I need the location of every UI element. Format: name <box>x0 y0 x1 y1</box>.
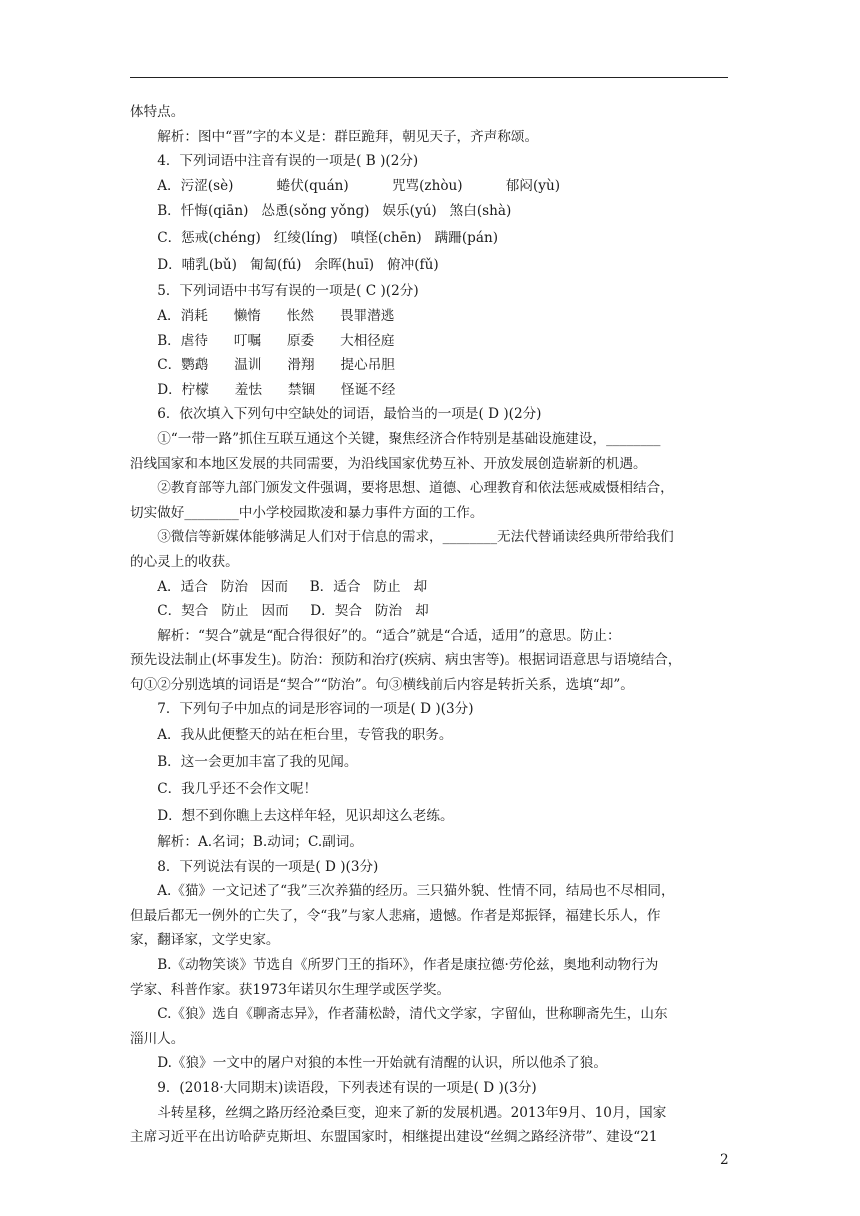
text-line: D．想不到你瞧上去这样年轻，见识却这么老练。 <box>157 808 454 825</box>
text-line: 沿线国家和本地区发展的共同需要，为沿线国家优势互补、开放发展创造崭新的机遇。 <box>130 455 647 472</box>
text-line: A．消耗 懒惰 怅然 畏罪潜逃 <box>157 307 395 324</box>
text-line: B．这一会更加丰富了我的见闻。 <box>157 754 358 771</box>
text-line: B．忏悔(qiān) 怂恿(sǒng yǒng) 娱乐(yú) 煞白(shà) <box>157 203 512 220</box>
text-line: 主席习近平在出访哈萨克斯坦、东盟国家时，相继提出建设“丝绸之路经济带”、建设“21 <box>130 1129 658 1146</box>
text-line: 6．依次填入下列句中空缺处的词语，最恰当的一项是( D )(2分) <box>157 406 542 423</box>
text-line: 4．下列词语中注音有误的一项是( B )(2分) <box>157 153 419 170</box>
text-line: A.《猫》一文记述了“我”三次养猫的经历。三只猫外貌、性情不同，结局也不尽相同， <box>157 883 675 900</box>
text-line: 家，翻译家，文学史家。 <box>130 932 280 949</box>
text-line: 学家、科普作家。获1973年诺贝尔生理学或医学奖。 <box>130 981 451 998</box>
text-line: 8．下列说法有误的一项是( D )(3分) <box>157 858 379 875</box>
text-line: 解析：图中“晋”字的本义是：群臣跪拜，朝见天子，齐声称颂。 <box>157 128 539 145</box>
text-line: D.《狼》一文中的屠户对狼的本性一开始就有清醒的认识，所以他杀了狼。 <box>157 1055 607 1072</box>
text-line: ②教育部等九部门颁发文件强调，要将思想、道德、心理教育和依法惩戒威慑相结合， <box>157 480 674 497</box>
text-line: C．惩戒(chéng) 红绫(líng) 嗔怪(chēn) 蹒跚(pán) <box>157 230 498 247</box>
text-line: C．我几乎还不会作文呢！ <box>157 781 318 798</box>
text-line: 9．(2018·大同期末)读语段，下列表述有误的一项是( D )(3分) <box>157 1080 537 1096</box>
text-line: 体特点。 <box>130 104 185 120</box>
text-line: C.《狼》选自《聊斋志异》，作者蒲松龄，清代文学家，字留仙，世称聊斋先生，山东 <box>157 1006 668 1023</box>
text-line: C．鹦鹉 温训 滑翔 提心吊胆 <box>157 357 395 374</box>
text-line: 5．下列词语中书写有误的一项是( C )(2分) <box>157 283 419 300</box>
text-line: A．适合 防治 因而 B．适合 防止 却 <box>157 578 428 595</box>
text-line: 淄川人。 <box>130 1030 185 1047</box>
text-line: A．污涩(sè) 蜷伏(quán) 咒骂(zhòu) 郁闷(yù) <box>157 177 561 194</box>
text-line: 预先设法制止(坏事发生)。防治：预防和治疗(疾病、病虫害等)。根据词语意思与语境结合， <box>130 652 682 669</box>
text-line: 解析：A.名词；B.动词；C.副词。 <box>157 834 363 851</box>
text-line: 句①②分别选填的词语是“契合”“防治”。句③横线前后内容是转折关系，选填“却”。 <box>130 676 634 693</box>
text-line: 切实做好________中小学校园欺凌和暴力事件方面的工作。 <box>130 504 484 521</box>
text-line: B.《动物笑谈》节选自《所罗门王的指环》，作者是康拉德·劳伦兹，奥地利动物行为 <box>157 957 659 974</box>
document-body <box>130 100 730 1150</box>
text-line: ①“一带一路”抓住互联互通这个关键，聚焦经济合作特别是基础设施建设，________ <box>157 430 661 447</box>
text-line: 的心灵上的收获。 <box>130 553 239 570</box>
text-line: D．哺乳(bǔ) 匍匐(fú) 余晖(huī) 俯冲(fǔ) <box>157 257 439 274</box>
header-rule <box>130 77 728 78</box>
text-line: 解析：“契合”就是“配合得很好”的。“适合”就是“合适，适用”的意思。防止： <box>157 627 621 644</box>
page-number: 2 <box>720 1152 729 1168</box>
text-line: 7．下列句子中加点的词是形容词的一项是( D )(3分) <box>157 701 474 718</box>
text-line: A．我从此便整天的站在柜台里，专管我的职务。 <box>157 727 453 744</box>
text-line: 但最后都无一例外的亡失了，令“我”与家人悲痛，遗憾。作者是郑振铎，福建长乐人，作 <box>130 907 661 924</box>
text-line: 斗转星移，丝绸之路历经沧桑巨变，迎来了新的发展机遇。2013年9月、10月，国家 <box>157 1104 667 1121</box>
text-line: ③微信等新媒体能够满足人们对于信息的需求，________无法代替诵读经典所带给我们 <box>157 529 674 546</box>
text-line: C．契合 防止 因而 D．契合 防治 却 <box>157 603 429 620</box>
text-line: D．柠檬 羞怯 禁锢 怪诞不经 <box>157 381 396 398</box>
text-line: B．虐待 叮嘱 原委 大相径庭 <box>157 332 395 349</box>
